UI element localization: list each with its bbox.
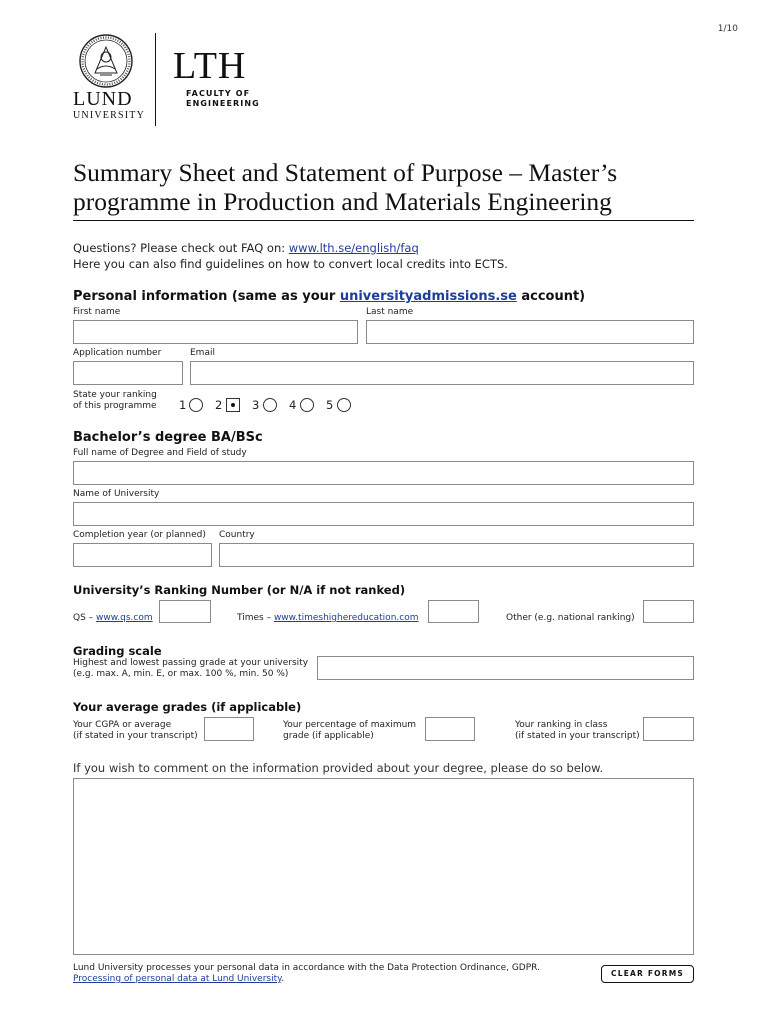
ranking-label-line-2: of this programme <box>73 400 157 411</box>
first-name-input[interactable] <box>73 320 358 344</box>
application-number-label: Application number <box>73 348 162 358</box>
country-label: Country <box>219 530 255 540</box>
qs-prefix: QS – <box>73 613 97 623</box>
logo-divider <box>155 33 156 126</box>
grading-scale-input[interactable] <box>317 656 694 680</box>
cgpa-label <box>73 720 198 741</box>
degree-field-label: Full name of Degree and Field of study <box>73 448 247 458</box>
page-number: 1/10 <box>717 24 738 34</box>
percentage-line-1: Your percentage of maximum <box>283 720 417 730</box>
faculty-line-2: ENGINEERING <box>186 99 260 108</box>
logo-wordmark: LUND <box>73 88 133 110</box>
gdpr-link-suffix: . <box>281 974 285 984</box>
completion-year-label: Completion year (or planned) <box>73 530 206 540</box>
ranking-option-5-label: 5 <box>326 398 334 412</box>
ranking-option-1-radio[interactable] <box>189 398 203 412</box>
grading-scale-heading: Grading scale <box>73 644 162 658</box>
gdpr-notice <box>73 963 540 985</box>
page-title: Summary Sheet and Statement of Purpose – Master’s programme in Production and Materials Engineering <box>73 158 618 216</box>
other-ranking-label: Other (e.g. national ranking) <box>506 613 635 623</box>
grading-scale-label <box>73 658 308 679</box>
qs-link[interactable]: www.qs.com <box>96 613 153 623</box>
ranking-option-5-radio[interactable] <box>337 398 351 412</box>
faculty-logo: LTH <box>173 45 247 87</box>
last-name-input[interactable] <box>366 320 694 344</box>
gdpr-link-line <box>73 974 540 985</box>
personal-info-heading <box>73 289 585 304</box>
university-name-label: Name of University <box>73 489 160 499</box>
personal-heading-suffix: account) <box>516 289 586 304</box>
class-ranking-line-2: (if stated in your transcript) <box>515 730 640 741</box>
average-grades-heading: Your average grades (if applicable) <box>73 700 302 714</box>
bachelor-heading: Bachelor’s degree BA/BSc <box>73 430 263 445</box>
times-label <box>237 613 418 624</box>
times-link[interactable]: www.timeshighereducation.com <box>273 613 419 623</box>
faq-line <box>73 241 419 255</box>
ranking-label-line-1: State your ranking <box>73 390 157 400</box>
class-ranking-input[interactable] <box>643 717 694 741</box>
ranking-option-1-label: 1 <box>179 398 187 412</box>
class-ranking-line-1: Your ranking in class <box>515 720 608 730</box>
completion-year-input[interactable] <box>73 543 212 567</box>
percentage-line-2: grade (if applicable) <box>283 730 374 741</box>
ranking-label <box>73 390 157 411</box>
personal-heading-prefix: Personal information (same as your <box>73 289 340 304</box>
percentage-label <box>283 720 416 741</box>
degree-field-input[interactable] <box>73 461 694 485</box>
ranking-option-3-radio[interactable] <box>263 398 277 412</box>
ranking-option-2-label: 2 <box>215 398 223 412</box>
email-label: Email <box>190 348 215 358</box>
grading-line-1: Highest and lowest passing grade at your university <box>73 658 309 668</box>
ranking-option-4-radio[interactable] <box>300 398 314 412</box>
faq-prefix: Questions? Please check out FAQ on: <box>73 241 289 255</box>
application-number-input[interactable] <box>73 361 183 385</box>
percentage-input[interactable] <box>425 717 475 741</box>
title-divider <box>73 220 694 221</box>
faculty-line-1: FACULTY OF <box>186 89 251 98</box>
cgpa-line-1: Your CGPA or average <box>73 720 172 730</box>
logo-university: UNIVERSITY <box>73 110 145 121</box>
other-ranking-input[interactable] <box>643 600 694 623</box>
email-input[interactable] <box>190 361 694 385</box>
first-name-label: First name <box>73 307 121 317</box>
comment-prompt: If you wish to comment on the information provided about your degree, please do so below. <box>73 761 604 775</box>
qs-ranking-input[interactable] <box>159 600 211 623</box>
country-input[interactable] <box>219 543 694 567</box>
ranking-option-2-checkbox-selected[interactable] <box>226 398 240 412</box>
comment-textarea[interactable] <box>73 778 694 955</box>
grading-line-2: (e.g. max. A, min. E, or max. 100 %, min. 50 %) <box>73 668 289 679</box>
times-prefix: Times – <box>237 613 274 623</box>
class-ranking-label <box>515 720 640 741</box>
cgpa-line-2: (if stated in your transcript) <box>73 730 198 741</box>
cgpa-input[interactable] <box>204 717 254 741</box>
universityadmissions-link[interactable]: universityadmissions.se <box>339 289 517 304</box>
ranking-option-3-label: 3 <box>252 398 260 412</box>
guidelines-text: Here you can also find guidelines on how to convert local credits into ECTS. <box>73 257 508 271</box>
ranking-number-heading: University’s Ranking Number (or N/A if not ranked) <box>73 583 406 597</box>
times-ranking-input[interactable] <box>428 600 479 623</box>
faq-link[interactable]: www.lth.se/english/faq <box>288 241 419 255</box>
clear-forms-button[interactable]: CLEAR FORMS <box>601 965 694 983</box>
gdpr-text: Lund University processes your personal data in accordance with the Data Protection Ordinance, GDPR. <box>73 963 540 973</box>
last-name-label: Last name <box>366 307 414 317</box>
university-name-input[interactable] <box>73 502 694 526</box>
qs-label <box>73 613 153 624</box>
ranking-option-4-label: 4 <box>289 398 297 412</box>
faculty-name <box>186 89 260 109</box>
gdpr-link[interactable]: Processing of personal data at Lund University <box>73 974 282 984</box>
